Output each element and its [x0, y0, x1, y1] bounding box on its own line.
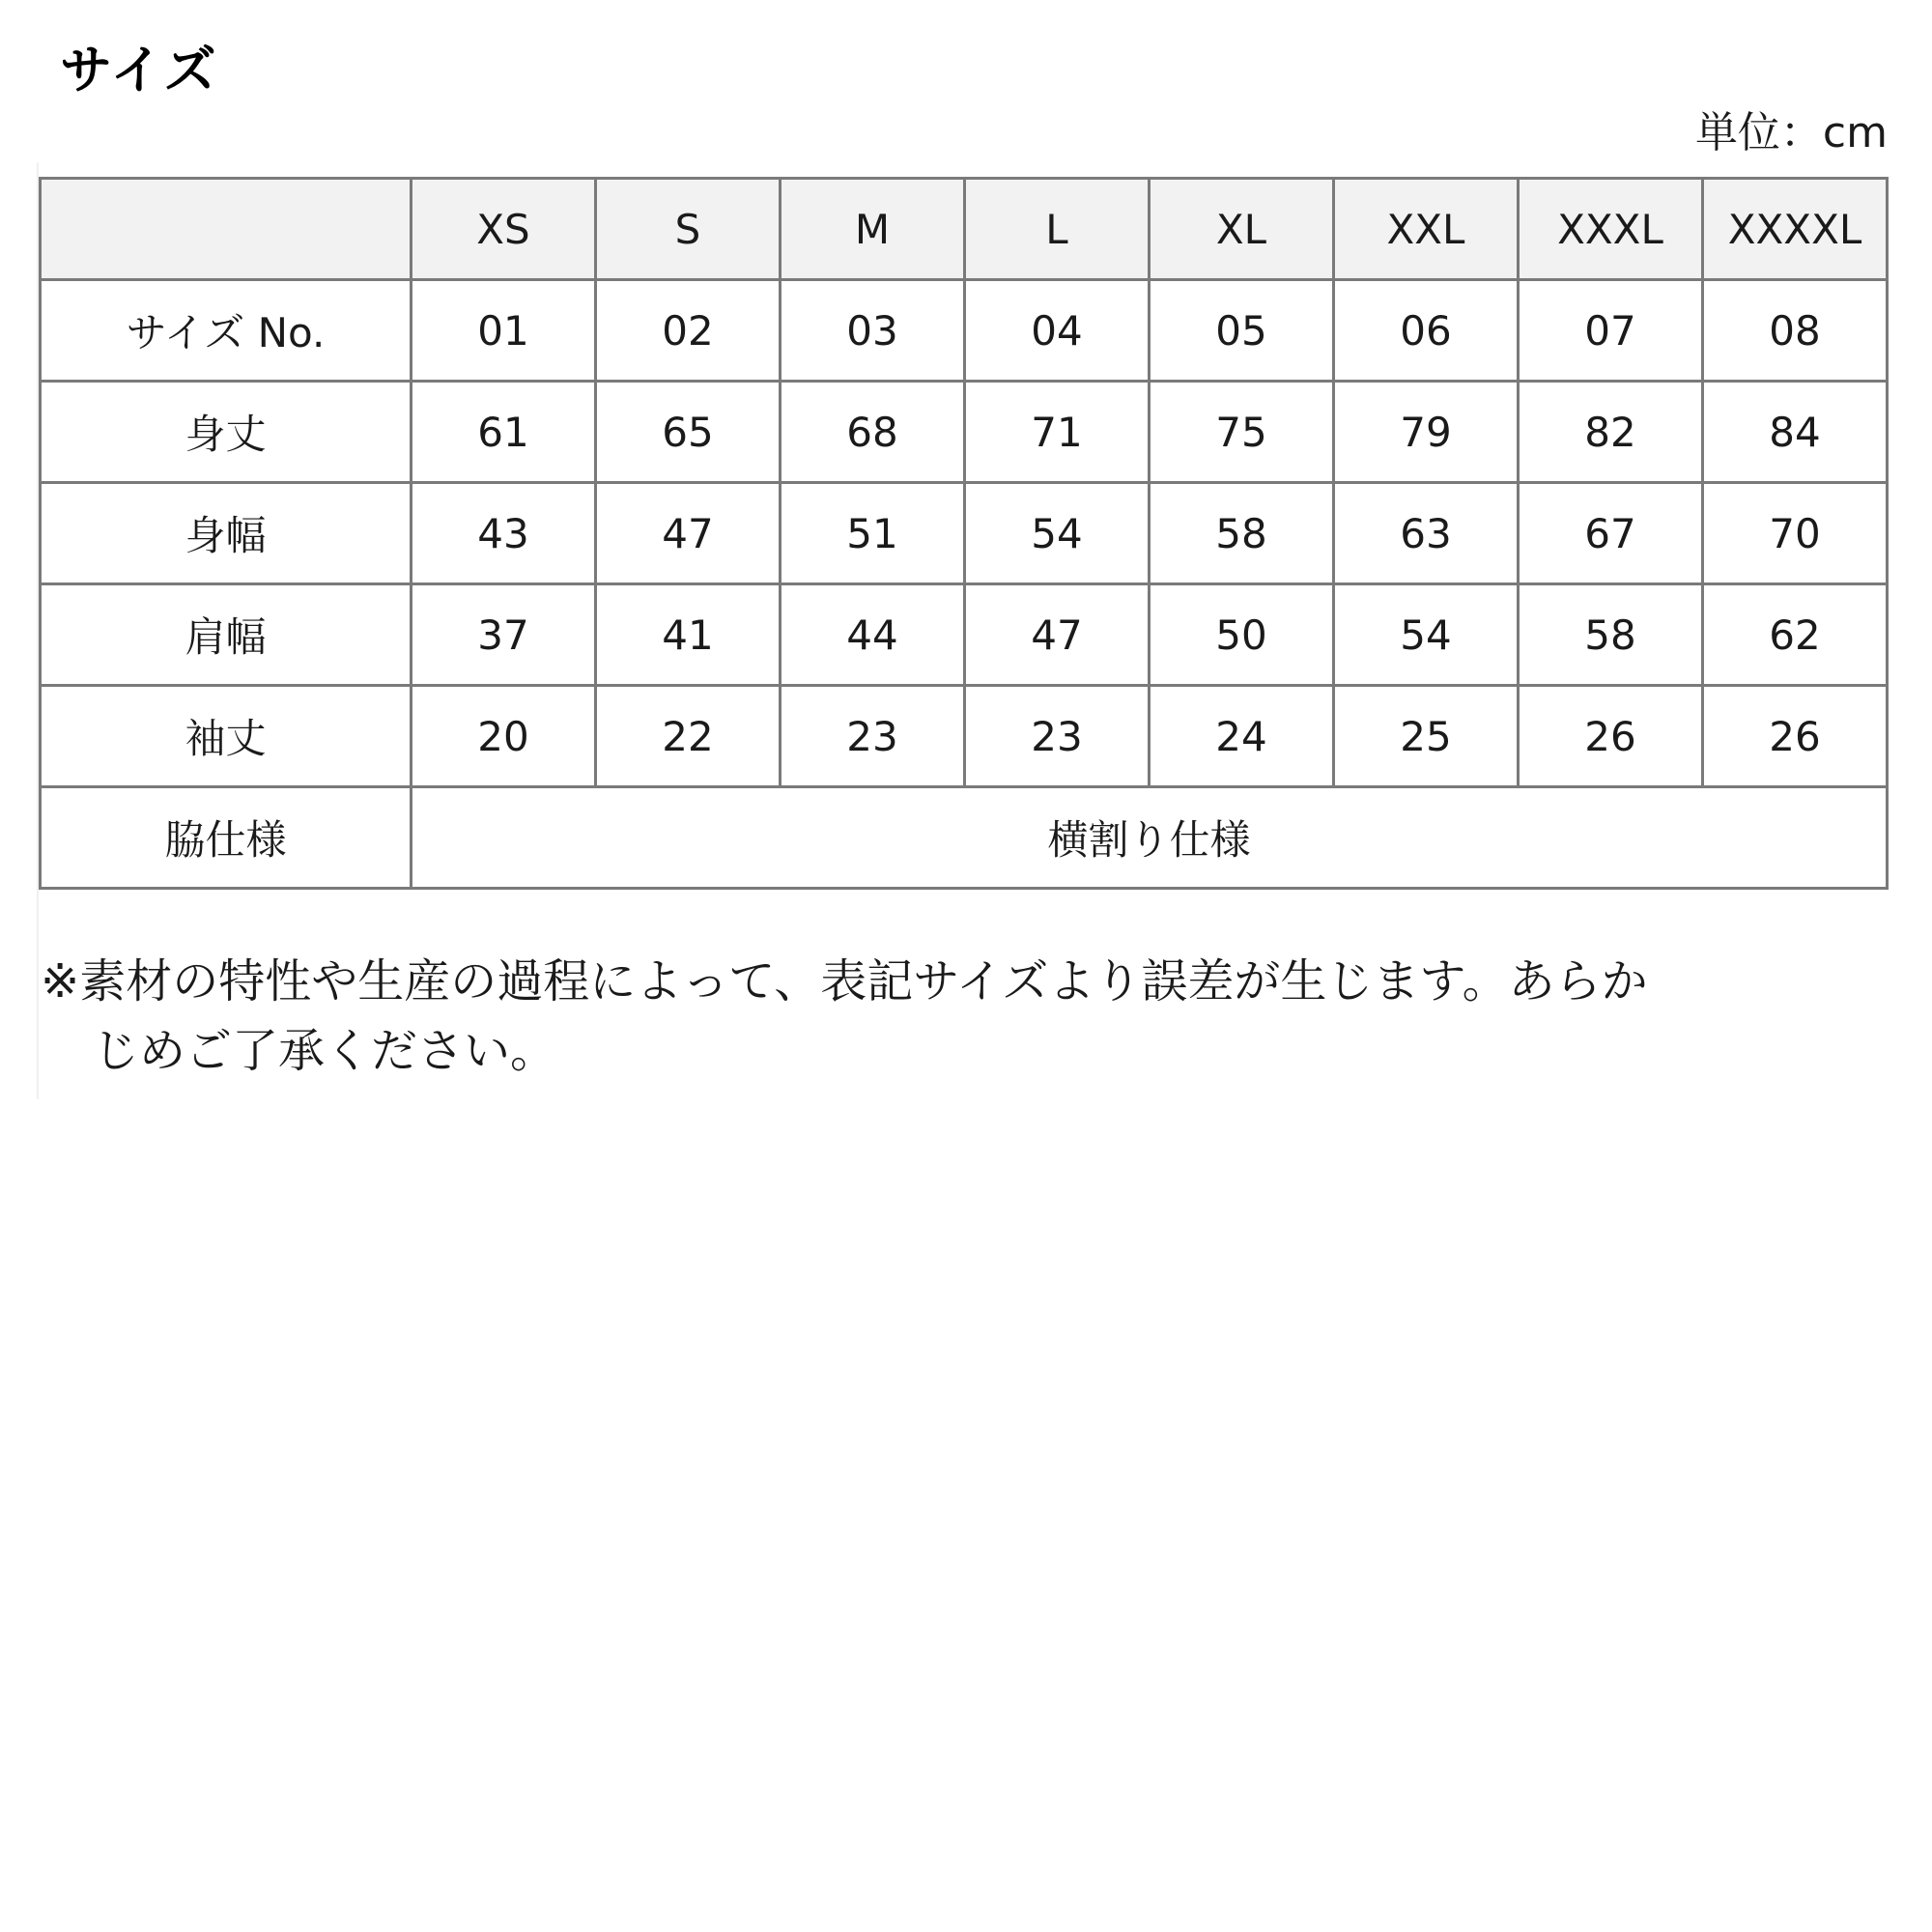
table-row	[41, 483, 1888, 584]
table-cell: 07	[1519, 280, 1703, 382]
table-cell: 47	[965, 584, 1150, 686]
table-row	[41, 686, 1888, 787]
side-spec-value: 横割り仕様	[412, 787, 1888, 889]
header-cell: XL	[1150, 179, 1334, 280]
table-cell: 23	[965, 686, 1150, 787]
table-cell: 70	[1703, 483, 1888, 584]
table-cell: 63	[1334, 483, 1519, 584]
table-cell: 67	[1519, 483, 1703, 584]
table-cell: 25	[1334, 686, 1519, 787]
header-cell: M	[781, 179, 965, 280]
table-cell: 03	[781, 280, 965, 382]
table-cell: 23	[781, 686, 965, 787]
table-header-row	[41, 179, 1888, 280]
table-cell: 54	[1334, 584, 1519, 686]
table-cell: 65	[596, 382, 781, 483]
table-cell: 04	[965, 280, 1150, 382]
table-cell: 26	[1519, 686, 1703, 787]
table-cell: 82	[1519, 382, 1703, 483]
note-line-1: ※素材の特性や生産の過程によって、表記サイズより誤差が生じます。あらか	[41, 954, 1648, 1009]
row-label: 肩幅	[41, 584, 412, 686]
row-label: 袖丈	[41, 686, 412, 787]
table-cell: 01	[412, 280, 596, 382]
table-cell: 37	[412, 584, 596, 686]
table-cell: 58	[1150, 483, 1334, 584]
table-cell: 58	[1519, 584, 1703, 686]
table-cell: 71	[965, 382, 1150, 483]
size-table	[39, 177, 1889, 890]
row-label: 脇仕様	[41, 787, 412, 889]
table-cell: 50	[1150, 584, 1334, 686]
table-cell: 26	[1703, 686, 1888, 787]
page-title: サイズ	[60, 40, 218, 100]
table-cell: 06	[1334, 280, 1519, 382]
table-cell: 54	[965, 483, 1150, 584]
table-cell: 41	[596, 584, 781, 686]
table-cell: 20	[412, 686, 596, 787]
table-row	[41, 584, 1888, 686]
header-cell: XXL	[1334, 179, 1519, 280]
table-cell: 24	[1150, 686, 1334, 787]
table-cell: 84	[1703, 382, 1888, 483]
header-cell: XXXXL	[1703, 179, 1888, 280]
table-cell: 05	[1150, 280, 1334, 382]
table-cell: 08	[1703, 280, 1888, 382]
note-line-2: じめご了承ください。	[93, 1024, 557, 1078]
table-row	[41, 382, 1888, 483]
header-cell: S	[596, 179, 781, 280]
table-cell: 51	[781, 483, 965, 584]
table-cell: 79	[1334, 382, 1519, 483]
row-label: 身丈	[41, 382, 412, 483]
header-cell-empty	[41, 179, 412, 280]
header-cell: XXXL	[1519, 179, 1703, 280]
row-label: サイズ No.	[41, 280, 412, 382]
table-cell: 75	[1150, 382, 1334, 483]
table-cell: 68	[781, 382, 965, 483]
table-cell: 43	[412, 483, 596, 584]
table-cell: 47	[596, 483, 781, 584]
header-cell: XS	[412, 179, 596, 280]
table-cell: 22	[596, 686, 781, 787]
table-cell: 62	[1703, 584, 1888, 686]
unit-label: 単位：cm	[1694, 108, 1888, 157]
table-cell: 02	[596, 280, 781, 382]
table-row	[41, 280, 1888, 382]
table-cell: 44	[781, 584, 965, 686]
disclaimer-note	[41, 947, 1876, 1086]
table-cell: 61	[412, 382, 596, 483]
row-label: 身幅	[41, 483, 412, 584]
header-cell: L	[965, 179, 1150, 280]
table-row-side-spec	[41, 787, 1888, 889]
